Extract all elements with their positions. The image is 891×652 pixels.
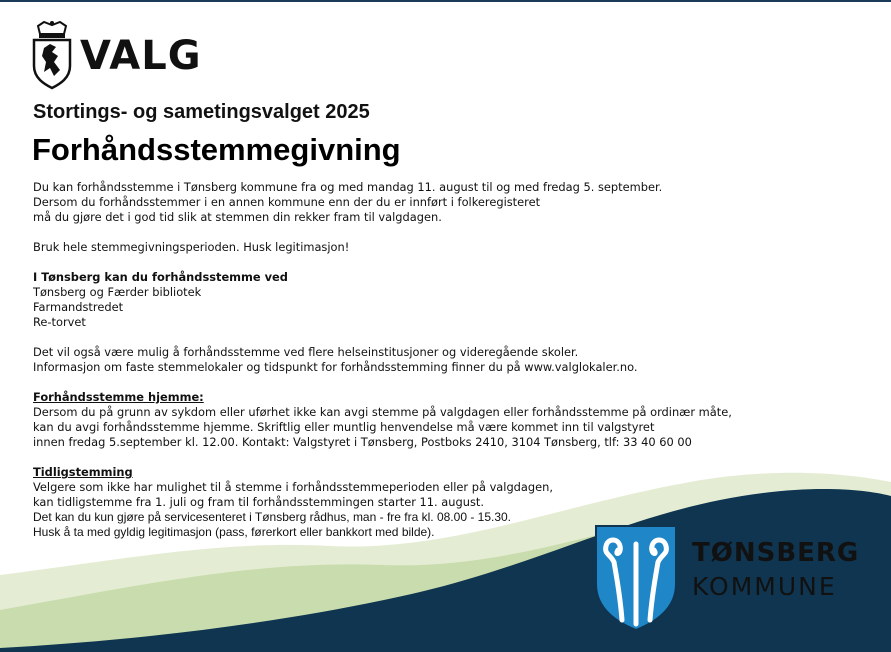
early-voting-heading: Tidligstemming bbox=[33, 465, 133, 479]
kommune-subtitle: KOMMUNE bbox=[692, 572, 837, 601]
election-subtitle: Stortings- og sametingsvalget 2025 bbox=[33, 101, 370, 123]
info-line: Det vil også være mulig å forhåndsstemme ved flere helseinstitusjoner og videregående skoler. bbox=[33, 345, 579, 359]
early-voting-line: Velgere som ikke har mulighet til å stemme i forhåndsstemmeperioden eller på valgdagen, bbox=[33, 480, 553, 494]
kommune-name: TØNSBERG bbox=[692, 538, 860, 568]
early-voting-line: kan tidligstemme fra 1. juli og fram til forhåndsstemmingen starter 11. august. bbox=[33, 495, 484, 509]
early-voting-line: Husk å ta med gyldig legitimasjon (pass, førerkort eller bankkort med bilde). bbox=[33, 525, 435, 539]
reminder-text: Bruk hele stemmegivningsperioden. Husk legitimasjon! bbox=[33, 240, 350, 254]
intro-line: må du gjøre det i god tid slik at stemmen din rekker fram til valgdagen. bbox=[33, 210, 442, 224]
locations-heading: I Tønsberg kan du forhåndsstemme ved bbox=[33, 270, 288, 284]
intro-line: Dersom du forhåndsstemmer i en annen kommune enn der du er innført i folkeregisteret bbox=[33, 195, 541, 209]
valg-brand: VALG bbox=[80, 33, 202, 79]
info-line: Informasjon om faste stemmelokaler og tidspunkt for forhåndsstemming finner du på www.valglokaler.no. bbox=[33, 360, 638, 374]
body-text bbox=[33, 180, 793, 540]
intro-line: Du kan forhåndsstemme i Tønsberg kommune fra og med mandag 11. august til og med fredag 5. september. bbox=[33, 180, 663, 194]
location-item: Re-torvet bbox=[33, 315, 86, 329]
home-voting-heading: Forhåndsstemme hjemme: bbox=[33, 390, 204, 404]
location-item: Tønsberg og Færder bibliotek bbox=[33, 285, 202, 299]
location-item: Farmandstredet bbox=[33, 300, 124, 314]
early-voting-line: Det kan du kun gjøre på servicesenteret i Tønsberg rådhus, man - fre fra kl. 08.00 - 15.30. bbox=[33, 510, 512, 524]
tonsberg-shield-icon bbox=[594, 524, 678, 632]
home-voting-line: Dersom du på grunn av sykdom eller uførhet ikke kan avgi stemme på valgdagen eller forhåndsstemme på ordinær måte, bbox=[33, 405, 732, 419]
coat-of-arms-icon bbox=[30, 20, 74, 90]
page-title: Forhåndsstemmegivning bbox=[32, 132, 401, 167]
home-voting-line: kan du avgi forhåndsstemme hjemme. Skriftlig eller muntlig henvendelse må være kommet inn til valgstyret bbox=[33, 420, 655, 434]
home-voting-line: innen fredag 5.september kl. 12.00. Kontakt: Valgstyret i Tønsberg, Postboks 2410, 3104 Tønsberg, tlf: 33 40 60 00 bbox=[33, 435, 692, 449]
